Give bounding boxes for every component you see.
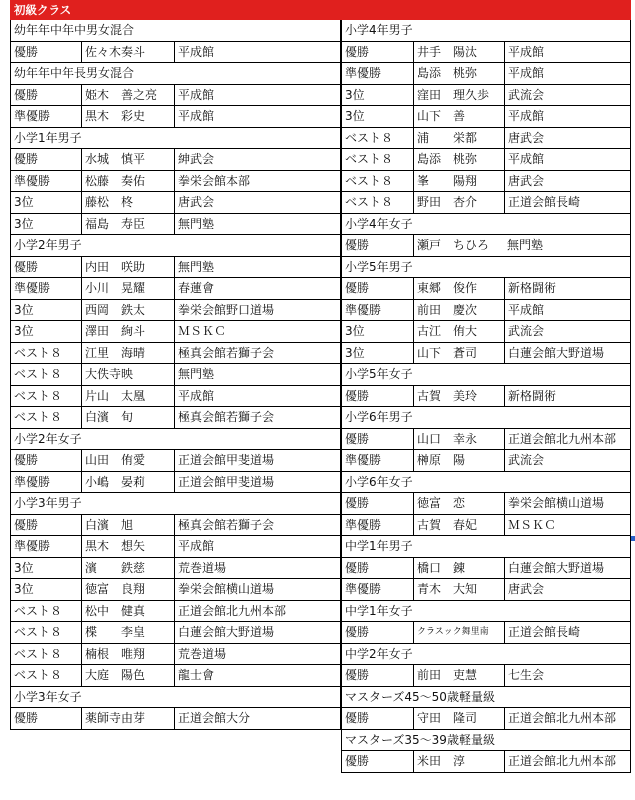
rank-cell: 優勝 — [345, 625, 370, 639]
dojo-cell: 拳栄会館横山道場 — [174, 579, 340, 600]
result-row — [10, 472, 341, 494]
dojo-cell: 唐武会 — [504, 128, 630, 149]
dojo-cell: 拳栄会館野口道場 — [174, 300, 340, 321]
dojo-cell: 武流会 — [504, 321, 630, 342]
dojo-cell: 唐武会 — [504, 579, 630, 600]
dojo-cell: 平成館 — [174, 386, 340, 407]
name-cell: 澤田 絢斗 — [81, 321, 174, 342]
name-cell: 松藤 奏佑 — [81, 171, 174, 192]
category-title: 中学1年男子 — [345, 539, 413, 553]
result-row — [10, 515, 341, 537]
name-cell: 前田 吏慧 — [413, 665, 504, 686]
dojo-cell: 正道会館北九州本部 — [504, 751, 630, 772]
name-cell: 姫木 善之亮 — [81, 85, 174, 106]
category-header-row — [341, 214, 631, 236]
name-cell: 徳富 良翔 — [81, 579, 174, 600]
name-cell: 小川 晃耀 — [81, 278, 174, 299]
rank-cell: 3位 — [345, 87, 365, 102]
result-row — [10, 450, 341, 472]
name-cell: 黒木 彩史 — [81, 106, 174, 127]
rank-cell: 優勝 — [345, 281, 370, 295]
result-row — [341, 515, 631, 537]
dojo-cell: 白蓮会館大野道場 — [174, 622, 340, 643]
result-row — [341, 171, 631, 193]
result-row — [10, 192, 341, 214]
category-title: 幼年年中年中男女混合 — [14, 23, 135, 37]
rank-cell: 優勝 — [345, 754, 370, 768]
name-cell: 佐々木奏斗 — [81, 42, 174, 63]
result-row — [341, 106, 631, 128]
category-header-row — [10, 235, 341, 257]
rank-cell: 3位 — [14, 195, 34, 209]
result-row — [10, 257, 341, 279]
category-title: 小学4年男子 — [345, 23, 413, 37]
dojo-cell: 正道会館長崎 — [504, 622, 630, 643]
result-row — [10, 665, 341, 687]
name-cell: 前田 慶次 — [413, 300, 504, 321]
result-row — [341, 665, 631, 687]
rank-cell: 優勝 — [14, 152, 39, 166]
name-cell: 古江 侑大 — [413, 321, 504, 342]
name-cell: 峯 陽翔 — [413, 171, 504, 192]
name-cell: 松中 健真 — [81, 601, 174, 622]
dojo-cell: 無門塾 — [174, 214, 340, 235]
dojo-cell: 荒巻道場 — [174, 644, 340, 665]
dojo-cell: 平成館 — [504, 63, 630, 84]
result-row — [10, 708, 341, 730]
category-header-row — [10, 128, 341, 150]
name-cell: 江里 海晴 — [81, 343, 174, 364]
category-title: 幼年年中年長男女混合 — [14, 66, 135, 80]
result-row — [10, 536, 341, 558]
rank-cell: ベスト８ — [14, 668, 63, 682]
category-title: マスターズ35～39歳軽量級 — [345, 732, 495, 747]
category-header-row — [10, 493, 341, 515]
edge-marker — [631, 536, 635, 541]
rank-cell: 準優勝 — [345, 517, 382, 532]
result-row — [341, 235, 631, 257]
dojo-cell: 七生会 — [504, 665, 630, 686]
rank-cell: 優勝 — [345, 711, 370, 725]
dojo-cell: 平成館 — [504, 42, 630, 63]
dojo-cell: 荒巻道場 — [174, 558, 340, 579]
rank-cell: 優勝 — [345, 560, 370, 575]
name-cell: 東郷 俊作 — [413, 278, 504, 299]
result-row — [341, 192, 631, 214]
result-row — [341, 708, 631, 730]
name-cell: 井手 陽汰 — [413, 42, 504, 63]
rank-cell: 優勝 — [345, 431, 370, 446]
dojo-cell: 唐武会 — [504, 171, 630, 192]
rank-cell: 準優勝 — [345, 66, 382, 80]
name-cell: 黒木 想矢 — [81, 536, 174, 557]
category-header-row — [341, 730, 631, 752]
rank-cell: 準優勝 — [345, 302, 382, 317]
category-title: マスターズ45～50歳軽量級 — [345, 689, 495, 704]
category-title: 小学5年女子 — [345, 367, 413, 381]
dojo-cell: 平成館 — [504, 300, 630, 321]
result-row — [10, 85, 341, 107]
name-cell: 内田 咲助 — [81, 257, 174, 278]
name-cell: 西岡 鉄太 — [81, 300, 174, 321]
result-row — [341, 579, 631, 601]
rank-cell: 準優勝 — [345, 453, 382, 467]
name-cell: 大庭 陽色 — [81, 665, 174, 686]
category-header-row — [341, 257, 631, 279]
name-cell: 島添 桃弥 — [413, 149, 504, 170]
rank-cell: 準優勝 — [14, 173, 51, 188]
name-cell: 古賀 春妃 — [413, 515, 504, 536]
rank-cell: ベスト８ — [14, 388, 63, 403]
name-cell: 榊原 陽 — [413, 450, 504, 471]
name-cell: 大佚寺映 — [81, 364, 174, 385]
dojo-cell: 正道会館甲斐道場 — [174, 472, 340, 493]
result-row — [341, 751, 631, 773]
name-cell: 白濱 旬 — [81, 407, 174, 428]
rank-cell: 3位 — [14, 302, 34, 317]
dojo-cell: 無門塾 — [507, 238, 544, 252]
rank-cell: 準優勝 — [14, 109, 51, 123]
rank-cell: ベスト８ — [14, 367, 63, 381]
category-title: 小学6年女子 — [345, 474, 413, 489]
result-row — [10, 42, 341, 64]
rank-cell: 優勝 — [345, 44, 370, 59]
category-header-row — [341, 407, 631, 429]
result-row — [10, 644, 341, 666]
result-row — [10, 321, 341, 343]
dojo-cell: 極真会館若獅子会 — [174, 343, 340, 364]
result-row — [341, 386, 631, 408]
name-cell: 山下 蒼司 — [413, 343, 504, 364]
category-header-row — [10, 429, 341, 451]
name-cell: 青木 大知 — [413, 579, 504, 600]
category-title: 小学3年女子 — [14, 689, 82, 704]
result-row — [10, 214, 341, 236]
class-title: 初級クラス — [14, 3, 72, 17]
rank-cell: 優勝 — [14, 711, 39, 725]
dojo-cell: 正道会館北九州本部 — [174, 601, 340, 622]
rank-cell: ベスト８ — [14, 625, 63, 639]
rank-cell: 優勝 — [14, 453, 39, 467]
dojo-cell: 正道会館大分 — [174, 708, 340, 729]
category-header-row — [341, 20, 631, 42]
dojo-cell: 平成館 — [174, 536, 340, 557]
result-row — [341, 149, 631, 171]
result-row — [341, 321, 631, 343]
name-cell: 白濱 旭 — [81, 515, 174, 536]
category-title: 小学5年男子 — [345, 259, 413, 274]
result-row — [341, 85, 631, 107]
dojo-cell: 平成館 — [504, 106, 630, 127]
name-cell: 橋口 錬 — [413, 558, 504, 579]
result-row — [341, 429, 631, 451]
name-cell: 片山 太凰 — [81, 386, 174, 407]
result-row — [10, 386, 341, 408]
category-title: 小学1年男子 — [14, 130, 82, 145]
dojo-cell: 新格闘術 — [504, 278, 630, 299]
rank-cell: 優勝 — [345, 388, 370, 403]
result-row — [10, 364, 341, 386]
result-row — [341, 300, 631, 322]
name-cell: 島添 桃弥 — [413, 63, 504, 84]
dojo-cell: 平成館 — [174, 85, 340, 106]
category-header-row — [341, 644, 631, 666]
name-cell: 濱 鉄慈 — [81, 558, 174, 579]
dojo-cell: 紳武会 — [174, 149, 340, 170]
result-row — [10, 343, 341, 365]
category-title: 中学2年女子 — [345, 646, 413, 661]
result-row — [10, 622, 341, 644]
category-header-row — [341, 687, 631, 709]
rank-cell: 優勝 — [14, 44, 39, 59]
result-row — [341, 450, 631, 472]
dojo-cell: 正道会館北九州本部 — [504, 429, 630, 450]
dojo-cell: 拳栄会館本部 — [174, 171, 340, 192]
result-row — [341, 128, 631, 150]
category-header-row — [10, 20, 341, 42]
dojo-cell: 平成館 — [174, 42, 340, 63]
name-cell: 古賀 美玲 — [413, 386, 504, 407]
dojo-cell: 春蓮會 — [174, 278, 340, 299]
results-table-left — [10, 20, 341, 730]
result-row — [341, 343, 631, 365]
rank-cell: 優勝 — [345, 668, 370, 682]
dojo-cell: 拳栄会館横山道場 — [504, 493, 630, 514]
rank-cell: 3位 — [14, 324, 34, 338]
name-cell: 山口 幸永 — [413, 429, 504, 450]
rank-cell: 準優勝 — [345, 582, 382, 596]
name-cell: 山田 侑愛 — [81, 450, 174, 471]
result-row — [10, 558, 341, 580]
rank-cell: 優勝 — [14, 517, 39, 532]
dojo-cell: 正道会館北九州本部 — [504, 708, 630, 729]
rank-cell: 準優勝 — [14, 281, 51, 295]
rank-cell: 優勝 — [14, 87, 39, 102]
rank-cell: 3位 — [14, 216, 34, 231]
dojo-cell: 正道会館長崎 — [504, 192, 630, 213]
dojo-cell: ＭＳＫＣ — [174, 321, 340, 342]
name-cell: 山下 善 — [413, 106, 504, 127]
rank-cell: 3位 — [345, 345, 365, 360]
dojo-cell: 龍士會 — [174, 665, 340, 686]
dojo-cell: 武流会 — [504, 85, 630, 106]
name-cell: 小嶋 晏莉 — [81, 472, 174, 493]
rank-cell: 準優勝 — [14, 474, 51, 489]
rank-cell: ベスト８ — [14, 646, 63, 661]
result-row — [10, 300, 341, 322]
name-cell: 福島 寿臣 — [81, 214, 174, 235]
dojo-cell: ＭＳＫＣ — [504, 515, 630, 536]
dojo-cell: 極真会館若獅子会 — [174, 515, 340, 536]
rank-cell: ベスト８ — [14, 345, 63, 360]
results-table-right — [341, 20, 631, 773]
category-title: 小学3年男子 — [14, 496, 82, 510]
result-row — [341, 63, 631, 85]
name-cell: 水城 慎平 — [81, 149, 174, 170]
name-cell: 浦 栄都 — [413, 128, 504, 149]
rank-cell: 3位 — [345, 109, 365, 123]
rank-cell: 優勝 — [345, 238, 370, 252]
dojo-cell: 白蓮会館大野道場 — [504, 558, 630, 579]
name-cell: 楪 李皇 — [81, 622, 174, 643]
dojo-cell: 正道会館甲斐道場 — [174, 450, 340, 471]
rank-cell: ベスト８ — [345, 195, 394, 209]
rank-cell: 優勝 — [345, 496, 370, 510]
dojo-cell: 唐武会 — [174, 192, 340, 213]
category-title: 小学2年女子 — [14, 431, 82, 446]
result-row — [10, 171, 341, 193]
result-row — [10, 106, 341, 128]
result-row — [10, 579, 341, 601]
dojo-cell: 武流会 — [504, 450, 630, 471]
name-cell: 野田 杏介 — [413, 192, 504, 213]
category-title: 小学2年男子 — [14, 238, 82, 252]
result-row — [341, 278, 631, 300]
rank-cell: ベスト８ — [14, 603, 63, 618]
category-header-row — [341, 536, 631, 558]
result-row — [10, 278, 341, 300]
name-cell: 藤松 柊 — [81, 192, 174, 213]
category-header-row — [341, 364, 631, 386]
name-cell: 米田 淳 — [413, 751, 504, 772]
rank-cell: ベスト８ — [345, 173, 394, 188]
name-cell: 楠根 唯翔 — [81, 644, 174, 665]
name-cell: 窪田 理久歩 — [413, 85, 504, 106]
rank-cell: ベスト８ — [345, 152, 394, 166]
rank-cell: 3位 — [14, 560, 34, 575]
dojo-cell: 平成館 — [504, 149, 630, 170]
category-header-row — [341, 472, 631, 494]
result-row — [341, 622, 631, 644]
rank-cell: 準優勝 — [14, 539, 51, 553]
name-cell: 薬師寺由芽 — [81, 708, 174, 729]
result-row — [341, 558, 631, 580]
category-title: 中学1年女子 — [345, 603, 413, 618]
dojo-cell: 極真会館若獅子会 — [174, 407, 340, 428]
rank-cell: 優勝 — [14, 259, 39, 274]
rank-cell: 3位 — [345, 324, 365, 338]
category-header-row — [10, 63, 341, 85]
category-title: 小学4年女子 — [345, 216, 413, 231]
category-header-row — [341, 601, 631, 623]
result-row — [341, 42, 631, 64]
dojo-cell: 白蓮会館大野道場 — [504, 343, 630, 364]
result-row — [10, 149, 341, 171]
name-cell: 徳富 恋 — [413, 493, 504, 514]
name-cell: クラスック舞里南 — [413, 622, 504, 643]
result-row — [10, 601, 341, 623]
rank-cell: ベスト８ — [14, 410, 63, 424]
name-cell: 守田 隆司 — [413, 708, 504, 729]
dojo-cell: 平成館 — [174, 106, 340, 127]
dojo-cell: 無門塾 — [174, 257, 340, 278]
name-cell: 瀬戸 ちひろ — [413, 235, 504, 256]
category-header-row — [10, 687, 341, 709]
result-row — [10, 407, 341, 429]
dojo-cell: 新格闘術 — [504, 386, 630, 407]
rank-cell: ベスト８ — [345, 130, 394, 145]
class-header — [10, 0, 631, 20]
dojo-cell: 無門塾 — [174, 364, 340, 385]
category-title: 小学6年男子 — [345, 410, 413, 424]
rank-cell: 3位 — [14, 582, 34, 596]
result-row — [341, 493, 631, 515]
